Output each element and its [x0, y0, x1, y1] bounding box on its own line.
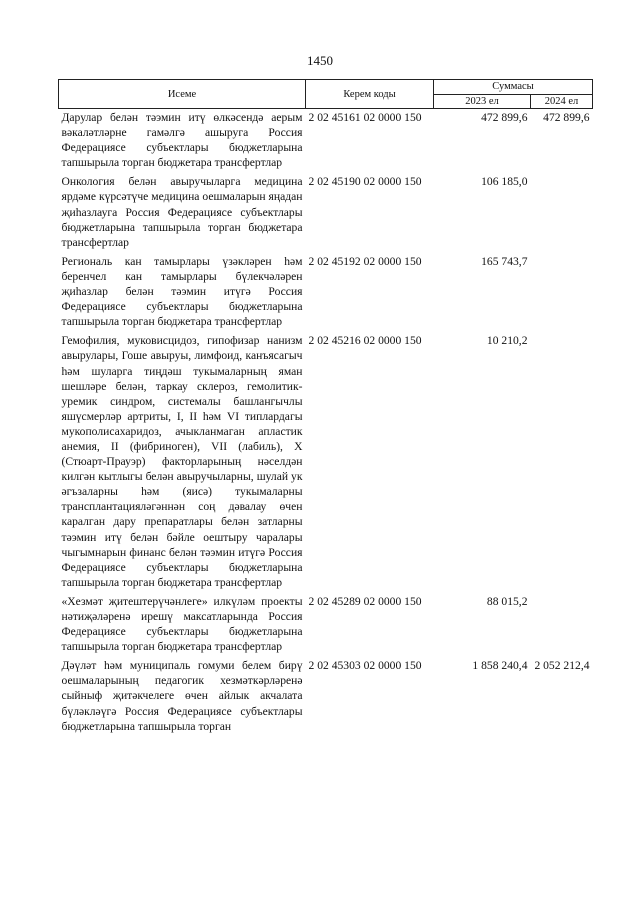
row-value-2024: 472 899,6 [543, 111, 590, 124]
page-number: 1450 [307, 53, 333, 68]
row-code: 2 02 45216 02 0000 150 [308, 334, 422, 348]
header-year-2023: 2023 ел [434, 94, 531, 109]
row-value-2024 [531, 329, 593, 590]
row-value-2024 [531, 250, 593, 329]
row-code: 2 02 45289 02 0000 150 [308, 594, 422, 608]
row-value-2024 [531, 170, 593, 249]
table-row [59, 329, 593, 590]
row-name: «Хезмәт җитештерүчәнлеге» илкүләм проекты нәтиҗәләренә ирешү максатларында Россия Федерациясе субъектлары бюджетларына тапшырыла торган бюджетара трансфертлар [61, 594, 303, 654]
row-name: Онкология белән авыручыларга медицина ярдәме күрсәтүче медицина оешмаларын яңадан җиһазлауга Россия Федерациясе субъектлары бюджетларына тапшырыла торган бюджетара трансфертлар [61, 175, 303, 249]
row-name: Гемофилия, муковисцидоз, гипофизар нанизм авырулары, Гоше авыруы, лимфоид, канъясагыч һәм шуларга тиңдәш тукымаларның яман шешләре белән, таркау склероз, гемолитик-уремик синдром, системалы башлангычлы яшүсмерләр артриты, I, II һәм VI типлардагы мукополисахаридоз, ачыкланмаган апластик анемия, II (фибриноген), VII (лабиль), X (Стюарт-Прауэр) факторларының нәселдән килгән кытлыгы белән авыручыларны, шулай ук әгъзаларны һәм (яисә) тукымаларны трансплантацияләгәннән соң дәвалау өчен каралган дару препаратлары белән затларны тәэмин итү белән бәйле оештыру чаралары чыгымнарын финанс белән тәэмин итүгә Россия Федерациясе субъектлары бюджетларына тапшырыла торган бюджетара трансфертлар [61, 334, 303, 589]
table-row [59, 654, 593, 733]
row-value-2023: 1 858 240,4 [472, 659, 528, 673]
row-code: 2 02 45192 02 0000 150 [308, 254, 422, 268]
row-name: Региональ кан тамырлары үзәкләрен һәм беренчел кан тамырлары бүлекчәләрен җиһазлар белән тәэмин итүгә Россия Федерациясе субъектлары бюджетларына тапшырыла торган бюджетара трансфертлар [61, 254, 303, 329]
row-value-2023: 165 743,7 [481, 254, 528, 268]
row-name: Дарулар белән тәэмин итү өлкәсендә аерым вәкаләтләрне гамәлгә ашыруга Россия Федерациясе субъектлары бюджетларына тапшырыла торган бюджетара трансфертлар [61, 111, 303, 170]
header-year-2024: 2024 ел [531, 94, 593, 109]
table-row [59, 250, 593, 329]
row-value-2024: 2 052 212,4 [534, 659, 590, 673]
row-name: Дәүләт һәм муниципаль гомуми белем бирү оешмаларының педагогик хезмәткәрләренә сыйныф җитәкчелеге өчен айлык акчалата бүләкләүгә Россия Федерациясе субъектлары бюджетларына тапшырыла торган [61, 659, 303, 733]
row-value-2023: 10 210,2 [486, 334, 528, 348]
row-value-2023: 106 185,0 [481, 175, 528, 189]
table-row [59, 590, 593, 654]
table-row [59, 109, 593, 171]
table-row [59, 170, 593, 249]
row-code: 2 02 45190 02 0000 150 [308, 175, 422, 189]
budget-table [58, 79, 593, 734]
header-name: Исеме [59, 80, 306, 109]
row-value-2023: 472 899,6 [481, 111, 528, 124]
row-code: 2 02 45303 02 0000 150 [308, 659, 422, 673]
row-code: 2 02 45161 02 0000 150 [308, 111, 422, 124]
header-code: Керем коды [306, 80, 434, 109]
row-value-2024 [531, 590, 593, 654]
header-sums: Суммасы [434, 80, 593, 95]
row-value-2023: 88 015,2 [486, 594, 528, 608]
